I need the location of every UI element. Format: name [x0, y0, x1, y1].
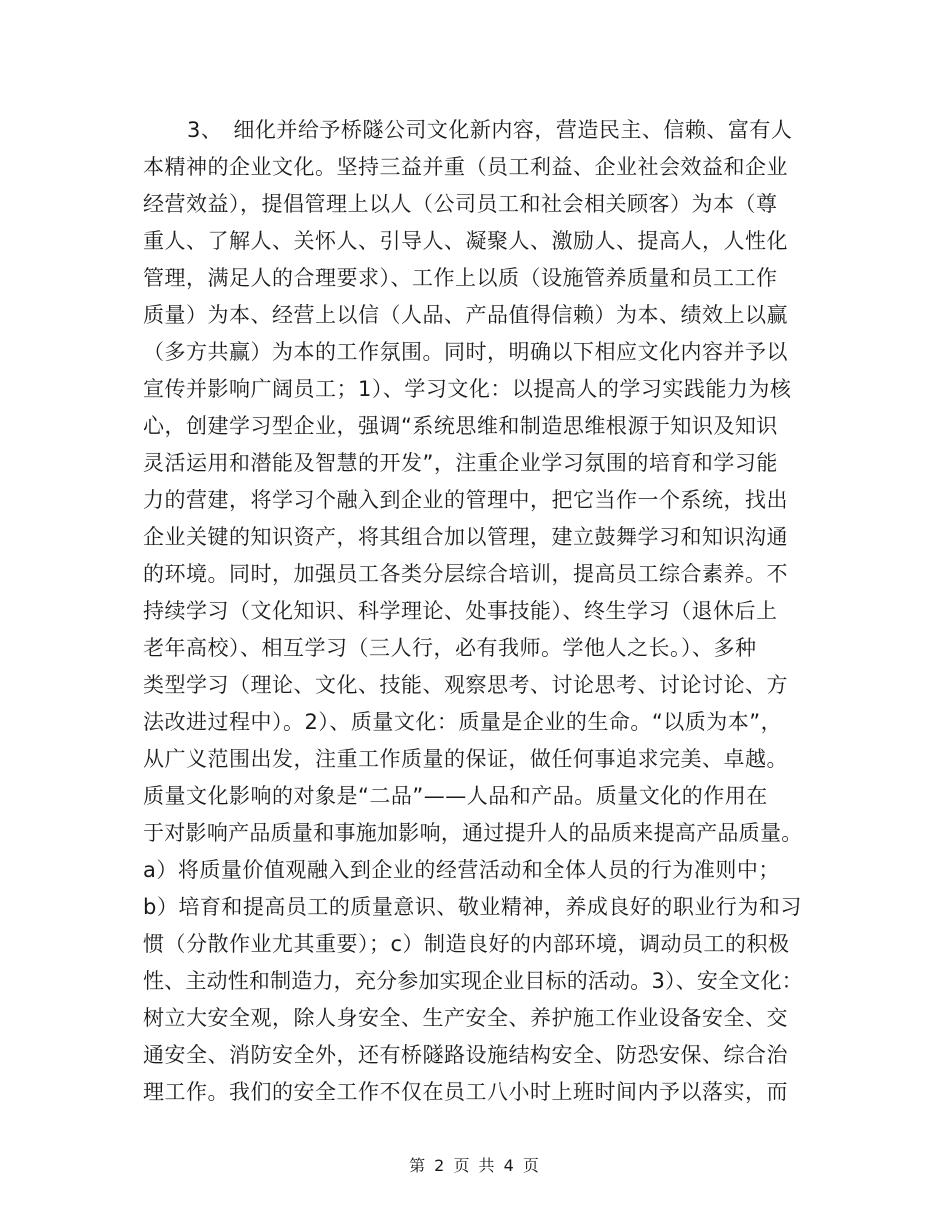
text-line: 管理，满足人的合理要求）、工作上以质（设施管养质量和员工工作 [143, 266, 778, 290]
text-line: 性、主动性和制造力，充分参加实现企业目标的活动。3）、安全文化： [143, 969, 803, 993]
text-line: 的环境。同时，加强员工各类分层综合培训，提高员工综合素养。不 [143, 562, 788, 586]
page-footer: 第 2 页 共 4 页 [409, 1156, 541, 1175]
text-line: 力的营建，将学习个融入到企业的管理中，把它当作一个系统，找出 [143, 488, 788, 512]
text-line: 重人、了解人、关怀人、引导人、凝聚人、激励人、提高人，人性化 [143, 229, 788, 253]
text-line: 质量）为本、经营上以信（人品、产品值得信赖）为本、绩效上以赢 [143, 303, 788, 327]
text-line: 从广义范围出发，注重工作质量的保证，做任何事追求完美、卓越。 [143, 747, 788, 771]
text-line: 树立大安全观，除人身安全、生产安全、养护施工作业设备安全、交 [143, 1006, 788, 1030]
text-line: a）将质量价值观融入到企业的经营活动和全体人员的行为准则中； [143, 858, 780, 882]
text-line: （多方共赢）为本的工作氛围。同时，明确以下相应文化内容并予以 [143, 340, 788, 364]
text-line: 持续学习（文化知识、科学理论、处事技能）、终生学习（退休后上 [143, 599, 778, 623]
text-line: 理工作。我们的安全工作不仅在员工八小时上班时间内予以落实，而 [143, 1080, 788, 1104]
text-line: 于对影响产品质量和事施加影响，通过提升人的品质来提高产品质量。 [143, 821, 803, 845]
text-line: 灵活运用和潜能及智慧的开发”，注重企业学习氛围的培育和学习能 [143, 451, 778, 475]
text-line: 心，创建学习型企业，强调“系统思维和制造思维根源于知识及知识 [143, 414, 778, 438]
text-line: 法改进过程中）。2）、质量文化：质量是企业的生命。“以质为本”， [143, 710, 783, 734]
text-line: 企业关键的知识资产，将其组合加以管理，建立鼓舞学习和知识沟通 [143, 525, 788, 549]
text-line: 类型学习（理论、文化、技能、观察思考、讨论思考、讨论讨论、方 [143, 673, 788, 697]
text-line: b）培育和提高员工的质量意识、敬业精神，养成良好的职业行为和习 [143, 895, 802, 919]
text-line: 3、 细化并给予桥隧公司文化新内容，营造民主、信赖、富有人 [187, 118, 793, 142]
text-line: 宣传并影响广阔员工；1）、学习文化：以提高人的学习实践能力为核 [143, 377, 792, 401]
text-line: 经营效益），提倡管理上以人（公司员工和社会相关顾客）为本（尊 [143, 192, 778, 216]
text-line: 质量文化影响的对象是“二品”——人品和产品。质量文化的作用在 [143, 784, 768, 808]
text-line: 通安全、消防安全外，还有桥隧路设施结构安全、防恐安保、综合治 [143, 1043, 788, 1067]
text-line: 惯（分散作业尤其重要）；c）制造良好的内部环境，调动员工的积极 [143, 932, 790, 956]
text-line: 老年高校）、相互学习（三人行，必有我师。学他人之长。）、多种 [143, 636, 757, 660]
text-line: 本精神的企业文化。坚持三益并重（员工利益、企业社会效益和企业 [143, 155, 788, 179]
